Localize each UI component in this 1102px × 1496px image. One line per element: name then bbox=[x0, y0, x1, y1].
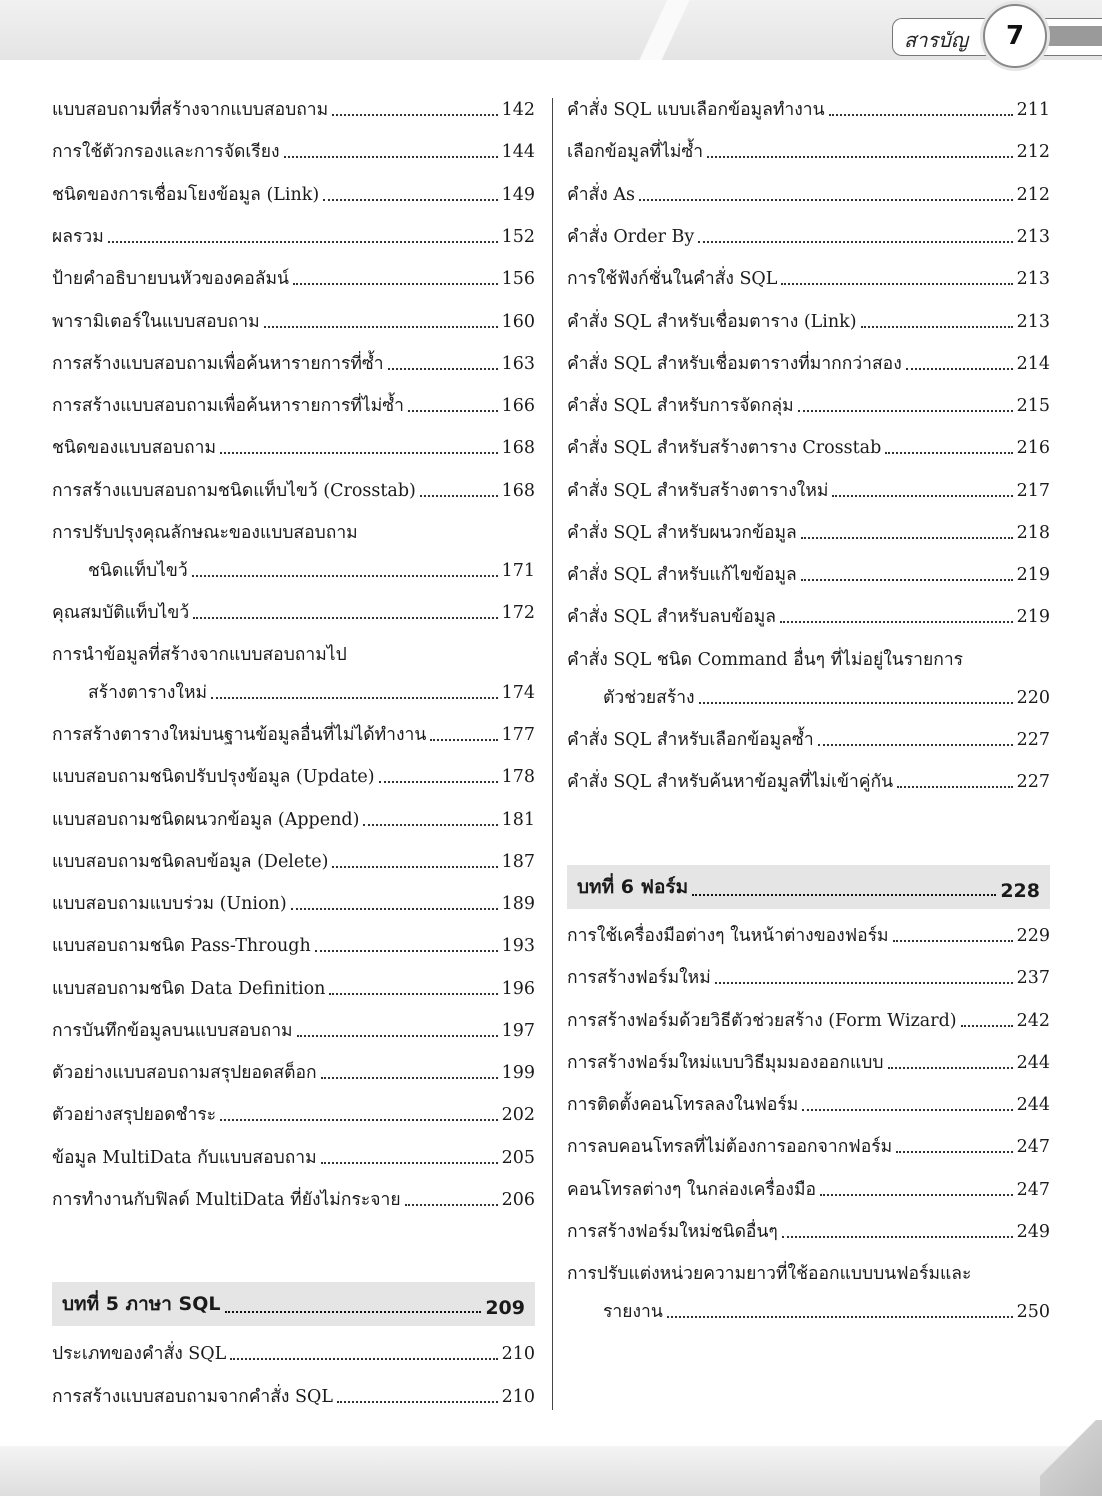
toc-entry-page: 172 bbox=[501, 603, 535, 623]
dot-leader bbox=[897, 786, 1013, 788]
toc-entry-page: 244 bbox=[1016, 1095, 1050, 1115]
toc-entry-line bbox=[567, 477, 1050, 505]
toc-entry[interactable] bbox=[52, 806, 535, 834]
toc-entry[interactable] bbox=[52, 721, 535, 749]
dot-leader bbox=[323, 199, 497, 201]
toc-entry-page: 237 bbox=[1016, 968, 1050, 988]
dot-leader bbox=[293, 283, 498, 285]
toc-entry-line bbox=[52, 679, 535, 707]
toc-entry-line bbox=[567, 1091, 1050, 1119]
dot-leader bbox=[802, 1109, 1012, 1111]
dot-leader bbox=[420, 495, 498, 497]
toc-entry-title: การบันทึกข้อมูลบนแบบสอบถาม bbox=[52, 1021, 293, 1041]
toc-entry-line bbox=[52, 1059, 535, 1087]
toc-entry-line bbox=[52, 763, 535, 791]
toc-entry-title: ตัวอย่างแบบสอบถามสรุปยอดสต็อก bbox=[52, 1063, 317, 1083]
toc-entry[interactable] bbox=[52, 848, 535, 876]
toc-entry-title: สร้างตารางใหม่ bbox=[88, 683, 208, 703]
dot-leader bbox=[896, 1151, 1012, 1153]
toc-entry[interactable] bbox=[567, 392, 1050, 420]
toc-entry-title: การสร้างฟอร์มด้วยวิธีตัวช่วยสร้าง (Form Wizard) bbox=[567, 1011, 957, 1031]
toc-entry-page: 168 bbox=[501, 438, 535, 458]
toc-entry-title: การใช้เครื่องมือต่างๆ ในหน้าต่างของฟอร์ม bbox=[567, 926, 889, 946]
toc-entry-title: บทที่ 6 ฟอร์ม bbox=[577, 876, 689, 898]
toc-entry[interactable] bbox=[52, 1101, 535, 1129]
toc-entry[interactable] bbox=[52, 96, 535, 124]
toc-entry-line bbox=[567, 603, 1050, 631]
toc-entry-title: แบบสอบถามชนิด Pass-Through bbox=[52, 936, 311, 956]
toc-entry-page: 229 bbox=[1016, 926, 1050, 946]
toc-entry-line bbox=[52, 1101, 535, 1129]
toc-entry-line bbox=[52, 434, 535, 462]
toc-entry-line bbox=[52, 806, 535, 834]
toc-entry-page: 171 bbox=[501, 561, 535, 581]
toc-entry[interactable] bbox=[52, 181, 535, 209]
dot-leader bbox=[405, 1204, 498, 1206]
toc-entry-title: การสร้างแบบสอบถามชนิดแท็บไขว้ (Crosstab) bbox=[52, 481, 416, 501]
toc-entry-page: 213 bbox=[1016, 227, 1050, 247]
toc-entry-title: ผลรวม bbox=[52, 227, 104, 247]
dot-leader bbox=[715, 982, 1013, 984]
dot-leader bbox=[861, 326, 1013, 328]
toc-entry[interactable] bbox=[567, 1133, 1050, 1161]
toc-entry-title: แบบสอบถามชนิดปรับปรุงข้อมูล (Update) bbox=[52, 767, 375, 787]
toc-entry[interactable] bbox=[52, 223, 535, 251]
dot-leader bbox=[888, 1067, 1013, 1069]
toc-entry[interactable] bbox=[52, 1340, 535, 1368]
toc-entry-page: 227 bbox=[1016, 730, 1050, 750]
toc-entry[interactable] bbox=[52, 350, 535, 378]
toc-entry[interactable] bbox=[567, 603, 1050, 631]
toc-entry-line bbox=[52, 599, 535, 627]
toc-entry-page: 247 bbox=[1016, 1137, 1050, 1157]
toc-entry-title: การนำข้อมูลที่สร้างจากแบบสอบถามไป bbox=[52, 645, 347, 665]
dot-leader bbox=[818, 744, 1013, 746]
dot-leader bbox=[284, 156, 498, 158]
dot-leader bbox=[225, 1311, 482, 1313]
dot-leader bbox=[699, 702, 1013, 704]
toc-entry-page: 142 bbox=[501, 100, 535, 120]
toc-entry-page: 187 bbox=[501, 852, 535, 872]
toc-entry-title: คำสั่ง SQL แบบเลือกข้อมูลทำงาน bbox=[567, 100, 825, 120]
dot-leader bbox=[337, 1401, 498, 1403]
toc-entry-line bbox=[567, 1298, 1050, 1326]
toc-entry-page: 160 bbox=[501, 312, 535, 332]
toc-entry-title: การทำงานกับฟิลด์ MultiData ที่ยังไม่กระจาย bbox=[52, 1190, 401, 1210]
dot-leader bbox=[192, 575, 498, 577]
toc-entry[interactable] bbox=[52, 932, 535, 960]
toc-entry[interactable] bbox=[567, 308, 1050, 336]
toc-entry-line bbox=[567, 768, 1050, 796]
toc-entry[interactable] bbox=[52, 1059, 535, 1087]
toc-entry-title: การติดตั้งคอนโทรลลงในฟอร์ม bbox=[567, 1095, 799, 1115]
toc-entry-title: พารามิเตอร์ในแบบสอบถาม bbox=[52, 312, 260, 332]
toc-entry-page: 181 bbox=[501, 810, 535, 830]
dot-leader bbox=[230, 1358, 497, 1360]
dot-leader bbox=[707, 156, 1012, 158]
toc-entry-line bbox=[567, 181, 1050, 209]
dot-leader bbox=[108, 241, 498, 243]
toc-entry[interactable] bbox=[52, 641, 535, 707]
toc-entry-line bbox=[52, 96, 535, 124]
toc-entry-title: แบบสอบถามชนิดผนวกข้อมูล (Append) bbox=[52, 810, 360, 830]
toc-entry-title: ชนิดของการเชื่อมโยงข้อมูล (Link) bbox=[52, 185, 320, 205]
toc-entry-title: แบบสอบถามชนิดลบข้อมูล (Delete) bbox=[52, 852, 329, 872]
toc-entry-page: 247 bbox=[1016, 1180, 1050, 1200]
toc-entry-line bbox=[567, 964, 1050, 992]
toc-entry-title: คำสั่ง SQL สำหรับการจัดกลุ่ม bbox=[567, 396, 794, 416]
toc-entry-line bbox=[567, 223, 1050, 251]
toc-entry-line bbox=[52, 890, 535, 918]
toc-entry[interactable] bbox=[52, 763, 535, 791]
toc-entry-page: 216 bbox=[1016, 438, 1050, 458]
toc-entry-title: การสร้างแบบสอบถามเพื่อค้นหารายการที่ไม่ซ้ำ bbox=[52, 396, 404, 416]
dot-leader bbox=[692, 894, 996, 896]
toc-entry[interactable] bbox=[567, 1007, 1050, 1035]
toc-entry-line bbox=[567, 561, 1050, 589]
dot-leader bbox=[667, 1316, 1013, 1318]
toc-entry-line bbox=[52, 392, 535, 420]
toc-entry-line bbox=[567, 519, 1050, 547]
toc-entry-page: 219 bbox=[1016, 565, 1050, 585]
toc-entry-line bbox=[52, 138, 535, 166]
toc-entry-line bbox=[52, 1017, 535, 1045]
toc-entry-page: 197 bbox=[501, 1021, 535, 1041]
toc-entry-page: 213 bbox=[1016, 312, 1050, 332]
footer-decoration bbox=[1040, 1420, 1102, 1496]
dot-leader bbox=[315, 950, 498, 952]
toc-entry-title: บทที่ 5 ภาษา SQL bbox=[62, 1293, 221, 1315]
toc-entry[interactable] bbox=[567, 434, 1050, 462]
dot-leader bbox=[363, 824, 497, 826]
toc-entry-title: คำสั่ง SQL สำหรับค้นหาข้อมูลที่ไม่เข้าคู่กัน bbox=[567, 772, 894, 792]
toc-entry[interactable] bbox=[567, 726, 1050, 754]
toc-entry-page: 202 bbox=[501, 1105, 535, 1125]
toc-entry-page: 193 bbox=[501, 936, 535, 956]
dot-leader bbox=[906, 368, 1013, 370]
toc-entry-page: 217 bbox=[1016, 481, 1050, 501]
toc-entry-line bbox=[52, 1340, 535, 1368]
toc-entry-page: 189 bbox=[501, 894, 535, 914]
dot-leader bbox=[780, 621, 1013, 623]
toc-entry-line bbox=[52, 477, 535, 505]
toc-entry-line bbox=[52, 350, 535, 378]
toc-entry-title: แบบสอบถามแบบร่วม (Union) bbox=[52, 894, 287, 914]
toc-entry-title: เลือกข้อมูลที่ไม่ซ้ำ bbox=[567, 142, 704, 162]
toc-entry-page: 244 bbox=[1016, 1053, 1050, 1073]
toc-entry[interactable] bbox=[567, 768, 1050, 796]
dot-leader bbox=[297, 1035, 498, 1037]
toc-entry-page: 152 bbox=[501, 227, 535, 247]
toc-entry-line bbox=[567, 1133, 1050, 1161]
header-band-accent bbox=[600, 0, 720, 60]
toc-entry[interactable] bbox=[567, 138, 1050, 166]
toc-entry-line bbox=[567, 1176, 1050, 1204]
toc-entry-line bbox=[567, 1218, 1050, 1246]
toc-entry-line bbox=[567, 726, 1050, 754]
toc-entry[interactable] bbox=[567, 1091, 1050, 1119]
toc-entry-page: 212 bbox=[1016, 185, 1050, 205]
dot-leader bbox=[264, 326, 498, 328]
toc-entry-title: ชนิดของแบบสอบถาม bbox=[52, 438, 216, 458]
toc-entry[interactable] bbox=[52, 1383, 535, 1411]
toc-entry-page: 144 bbox=[501, 142, 535, 162]
toc-entry-line bbox=[567, 1007, 1050, 1035]
toc-entry-title: คำสั่ง SQL สำหรับลบข้อมูล bbox=[567, 607, 776, 627]
page-number: 7 bbox=[983, 4, 1047, 68]
dot-leader bbox=[332, 114, 497, 116]
toc-entry[interactable] bbox=[567, 519, 1050, 547]
toc-entry[interactable] bbox=[52, 599, 535, 627]
toc-entry[interactable] bbox=[52, 265, 535, 293]
header-bar bbox=[1046, 26, 1102, 46]
toc-entry-line bbox=[52, 848, 535, 876]
toc-entry-line bbox=[52, 265, 535, 293]
toc-entry-title: ป้ายคำอธิบายบนหัวของคอลัมน์ bbox=[52, 269, 289, 289]
toc-entry-line bbox=[62, 1289, 525, 1319]
toc-entry-title: คอนโทรลต่างๆ ในกล่องเครื่องมือ bbox=[567, 1180, 817, 1200]
toc-entry-title: การสร้างฟอร์มใหม่ bbox=[567, 968, 711, 988]
toc-entry-line bbox=[567, 1049, 1050, 1077]
toc-entry[interactable] bbox=[567, 922, 1050, 950]
toc-entry-line bbox=[567, 96, 1050, 124]
toc-entry[interactable] bbox=[52, 138, 535, 166]
toc-entry-page: 218 bbox=[1016, 523, 1050, 543]
dot-leader bbox=[829, 114, 1013, 116]
toc-entry-title: การปรับแต่งหน่วยความยาวที่ใช้ออกแบบบนฟอร์มและ bbox=[567, 1264, 972, 1284]
toc-entry-title: คุณสมบัติแท็บไขว้ bbox=[52, 603, 190, 623]
toc-entry-page: 209 bbox=[485, 1297, 525, 1319]
dot-leader bbox=[782, 1236, 1013, 1238]
dot-leader bbox=[698, 241, 1012, 243]
toc-entry[interactable] bbox=[52, 890, 535, 918]
toc-entry-page: 242 bbox=[1016, 1011, 1050, 1031]
toc-entry[interactable] bbox=[52, 392, 535, 420]
toc-entry-title: คำสั่ง SQL สำหรับเชื่อมตารางที่มากกว่าสอง bbox=[567, 354, 902, 374]
toc-entry-page: 213 bbox=[1016, 269, 1050, 289]
toc-entry-title: ข้อมูล MultiData กับแบบสอบถาม bbox=[52, 1148, 317, 1168]
dot-leader bbox=[220, 1119, 497, 1121]
dot-leader bbox=[329, 993, 497, 995]
chapter-heading[interactable] bbox=[52, 1282, 535, 1326]
toc-entry-title: ชนิดแท็บไขว้ bbox=[88, 561, 188, 581]
toc-entry-page: 227 bbox=[1016, 772, 1050, 792]
toc-entry-title: ตัวช่วยสร้าง bbox=[603, 688, 695, 708]
toc-entry[interactable] bbox=[567, 1260, 1050, 1326]
toc-entry[interactable] bbox=[567, 1049, 1050, 1077]
toc-entry[interactable] bbox=[567, 265, 1050, 293]
toc-entry-title: แบบสอบถามที่สร้างจากแบบสอบถาม bbox=[52, 100, 329, 120]
toc-entry[interactable] bbox=[52, 477, 535, 505]
toc-entry-page: 199 bbox=[501, 1063, 535, 1083]
toc-entry-line bbox=[52, 181, 535, 209]
dot-leader bbox=[193, 617, 497, 619]
toc-entry[interactable] bbox=[567, 350, 1050, 378]
section-label: สารบัญ bbox=[904, 28, 968, 52]
dot-leader bbox=[832, 495, 1012, 497]
toc-entry[interactable] bbox=[567, 964, 1050, 992]
toc-entry-title: คำสั่ง SQL สำหรับผนวกข้อมูล bbox=[567, 523, 797, 543]
column-divider bbox=[552, 98, 553, 1410]
toc-entry-page: 178 bbox=[501, 767, 535, 787]
toc-entry-line bbox=[567, 265, 1050, 293]
dot-leader bbox=[408, 410, 498, 412]
toc-entry[interactable] bbox=[567, 477, 1050, 505]
dot-leader bbox=[781, 283, 1012, 285]
toc-entry-page: 166 bbox=[501, 396, 535, 416]
toc-entry-page: 249 bbox=[1016, 1222, 1050, 1242]
toc-entry-page: 215 bbox=[1016, 396, 1050, 416]
toc-entry-page: 214 bbox=[1016, 354, 1050, 374]
toc-entry-line bbox=[567, 138, 1050, 166]
toc-entry-title: คำสั่ง Order By bbox=[567, 227, 695, 247]
toc-entry-line bbox=[567, 922, 1050, 950]
chapter-heading[interactable] bbox=[567, 865, 1050, 909]
toc-entry[interactable] bbox=[567, 646, 1050, 712]
toc-entry-line bbox=[52, 1144, 535, 1172]
toc-entry-title: การสร้างแบบสอบถามเพื่อค้นหารายการที่ซ้ำ bbox=[52, 354, 384, 374]
toc-entry-title: รายงาน bbox=[603, 1302, 663, 1322]
toc-entry-title: คำสั่ง SQL ชนิด Command อื่นๆ ที่ไม่อยู่ในรายการ bbox=[567, 650, 964, 670]
toc-entry-title: การลบคอนโทรลที่ไม่ต้องการออกจากฟอร์ม bbox=[567, 1137, 893, 1157]
toc-entry-line bbox=[567, 392, 1050, 420]
toc-entry-page: 250 bbox=[1016, 1302, 1050, 1322]
toc-entry-page: 163 bbox=[501, 354, 535, 374]
toc-entry[interactable] bbox=[52, 1186, 535, 1214]
toc-entry-title: คำสั่ง SQL สำหรับสร้างตาราง Crosstab bbox=[567, 438, 882, 458]
toc-entry-line bbox=[52, 932, 535, 960]
toc-entry-line bbox=[52, 721, 535, 749]
toc-entry-title: ประเภทของคำสั่ง SQL bbox=[52, 1344, 227, 1364]
toc-entry-title: แบบสอบถามชนิด Data Definition bbox=[52, 979, 326, 999]
dot-leader bbox=[961, 1025, 1013, 1027]
toc-entry[interactable] bbox=[567, 1176, 1050, 1204]
dot-leader bbox=[379, 781, 498, 783]
toc-entry[interactable] bbox=[52, 308, 535, 336]
dot-leader bbox=[893, 940, 1013, 942]
toc-entry-line bbox=[567, 308, 1050, 336]
toc-entry[interactable] bbox=[52, 975, 535, 1003]
toc-entry-title: การสร้างแบบสอบถามจากคำสั่ง SQL bbox=[52, 1387, 333, 1407]
toc-entry-title: คำสั่ง SQL สำหรับเชื่อมตาราง (Link) bbox=[567, 312, 857, 332]
dot-leader bbox=[801, 579, 1013, 581]
footer-band bbox=[0, 1446, 1102, 1496]
toc-entry[interactable] bbox=[52, 434, 535, 462]
toc-entry-line bbox=[52, 1186, 535, 1214]
dot-leader bbox=[430, 739, 497, 741]
toc-entry-line bbox=[52, 223, 535, 251]
toc-entry[interactable] bbox=[567, 96, 1050, 124]
dot-leader bbox=[388, 368, 498, 370]
toc-entry-page: 206 bbox=[501, 1190, 535, 1210]
dot-leader bbox=[639, 199, 1013, 201]
toc-entry-line bbox=[52, 1383, 535, 1411]
toc-entry-title: คำสั่ง SQL สำหรับแก้ไขข้อมูล bbox=[567, 565, 797, 585]
dot-leader bbox=[820, 1194, 1013, 1196]
toc-entry-line bbox=[52, 975, 535, 1003]
toc-entry-title: คำสั่ง As bbox=[567, 185, 635, 205]
toc-entry-title: คำสั่ง SQL สำหรับสร้างตารางใหม่ bbox=[567, 481, 829, 501]
dot-leader bbox=[332, 866, 497, 868]
toc-entry-page: 168 bbox=[501, 481, 535, 501]
toc-entry[interactable] bbox=[52, 519, 535, 585]
toc-entry-title: ตัวอย่างสรุปยอดชำระ bbox=[52, 1105, 217, 1125]
dot-leader bbox=[321, 1077, 498, 1079]
toc-entry-line bbox=[577, 872, 1040, 902]
toc-entry-page: 220 bbox=[1016, 688, 1050, 708]
toc-entry-line bbox=[52, 308, 535, 336]
toc-entry-page: 205 bbox=[501, 1148, 535, 1168]
toc-entry[interactable] bbox=[567, 223, 1050, 251]
toc-entry-line bbox=[567, 434, 1050, 462]
toc-entry-page: 174 bbox=[501, 683, 535, 703]
toc-entry-page: 210 bbox=[501, 1344, 535, 1364]
dot-leader bbox=[291, 908, 498, 910]
dot-leader bbox=[885, 452, 1012, 454]
toc-entry[interactable] bbox=[567, 1218, 1050, 1246]
toc-entry[interactable] bbox=[567, 561, 1050, 589]
toc-entry-line bbox=[567, 684, 1050, 712]
toc-entry-page: 228 bbox=[1000, 880, 1040, 902]
dot-leader bbox=[220, 452, 498, 454]
toc-entry-title: คำสั่ง SQL สำหรับเลือกข้อมูลซ้ำ bbox=[567, 730, 814, 750]
toc-entry-title: การสร้างตารางใหม่บนฐานข้อมูลอื่นที่ไม่ได้ทำงาน bbox=[52, 725, 427, 745]
toc-entry-title: การสร้างฟอร์มใหม่แบบวิธีมุมมองออกแบบ bbox=[567, 1053, 884, 1073]
toc-entry-page: 210 bbox=[501, 1387, 535, 1407]
toc-entry-title: การปรับปรุงคุณลักษณะของแบบสอบถาม bbox=[52, 523, 358, 543]
dot-leader bbox=[801, 537, 1013, 539]
toc-entry-page: 196 bbox=[501, 979, 535, 999]
toc-entry-line bbox=[567, 350, 1050, 378]
dot-leader bbox=[211, 697, 498, 699]
toc-entry-line bbox=[52, 557, 535, 585]
toc-entry-title: การใช้ฟังก์ชั่นในคำสั่ง SQL bbox=[567, 269, 778, 289]
dot-leader bbox=[798, 410, 1013, 412]
toc-entry-page: 211 bbox=[1016, 100, 1050, 120]
toc-entry-page: 149 bbox=[501, 185, 535, 205]
toc-entry-page: 177 bbox=[501, 725, 535, 745]
toc-entry[interactable] bbox=[52, 1017, 535, 1045]
dot-leader bbox=[321, 1162, 498, 1164]
toc-entry-page: 156 bbox=[501, 269, 535, 289]
toc-entry-title: การใช้ตัวกรองและการจัดเรียง bbox=[52, 142, 280, 162]
toc-entry[interactable] bbox=[567, 181, 1050, 209]
toc-entry-title: การสร้างฟอร์มใหม่ชนิดอื่นๆ bbox=[567, 1222, 778, 1242]
toc-entry-page: 212 bbox=[1016, 142, 1050, 162]
toc-entry-page: 219 bbox=[1016, 607, 1050, 627]
toc-entry[interactable] bbox=[52, 1144, 535, 1172]
